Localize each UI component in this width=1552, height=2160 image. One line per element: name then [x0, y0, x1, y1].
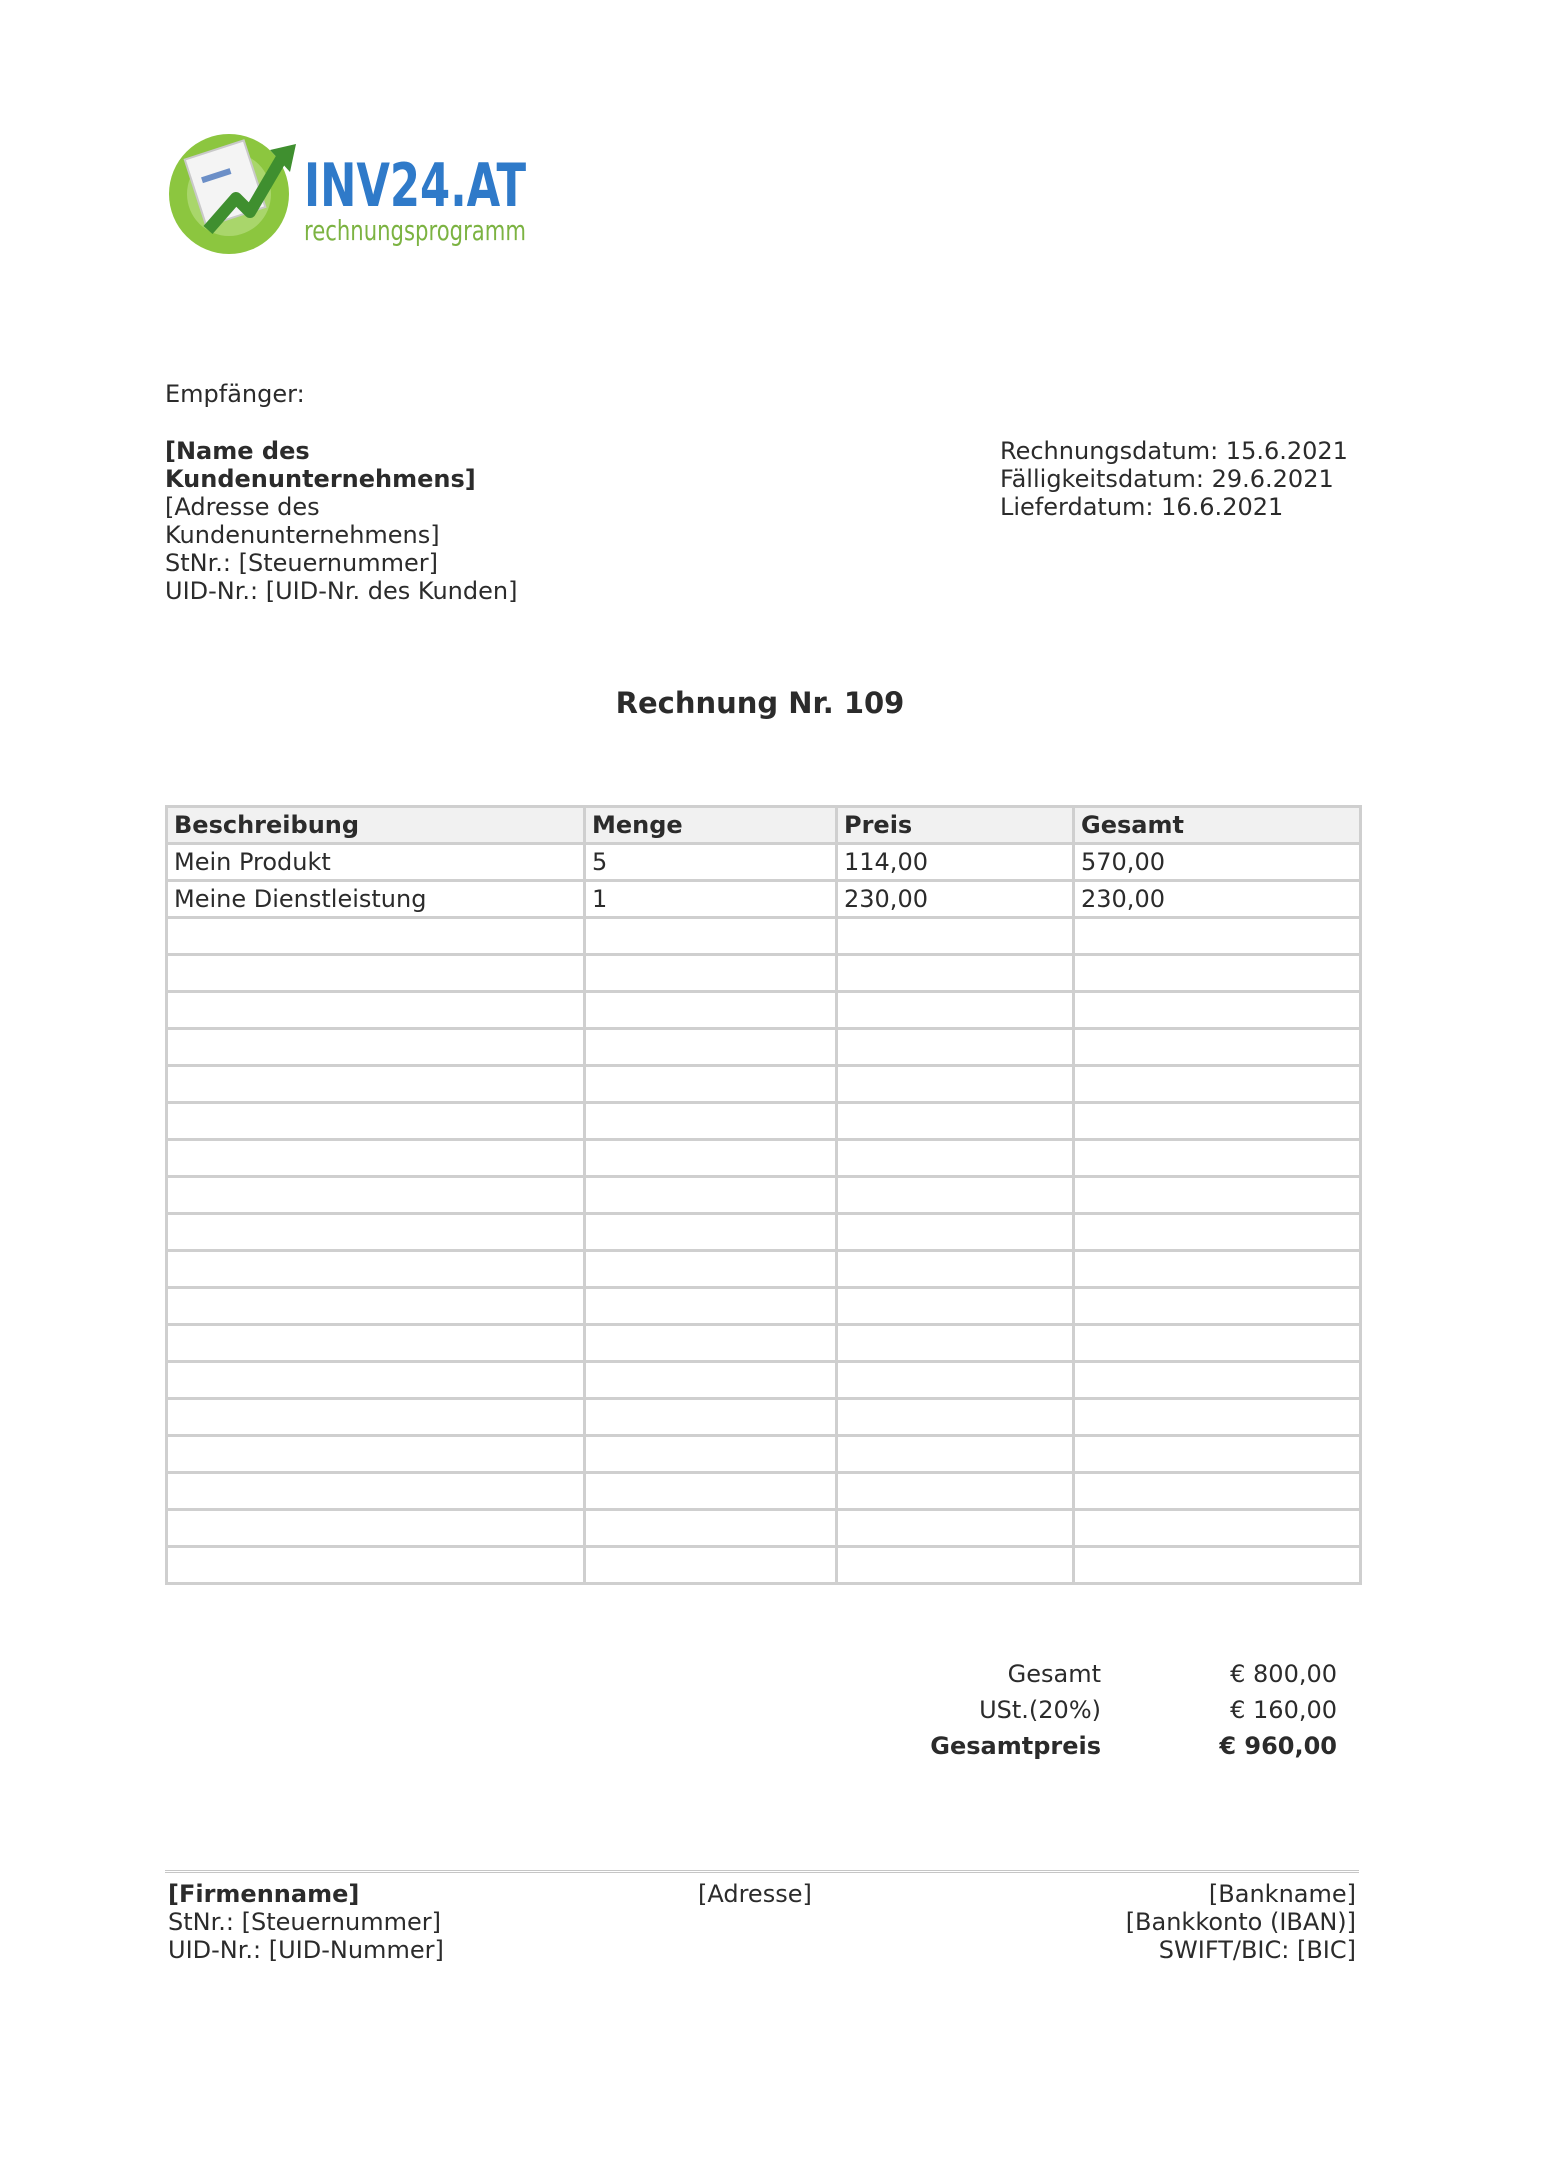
empty-cell: [167, 992, 585, 1029]
table-row-empty: [167, 1066, 1361, 1103]
table-row-empty: [167, 1288, 1361, 1325]
invoice-dates: [1000, 437, 1348, 521]
vat-label: USt.(20%): [979, 1696, 1101, 1724]
footer-company: [168, 1880, 444, 1964]
empty-cell: [585, 1029, 837, 1066]
empty-cell: [167, 1214, 585, 1251]
empty-cell: [1074, 1436, 1361, 1473]
line-items-table: [165, 805, 1362, 1585]
footer-bank: [1126, 1880, 1356, 1964]
empty-cell: [167, 1140, 585, 1177]
empty-cell: [585, 1066, 837, 1103]
invoice-date: Rechnungsdatum: 15.6.2021: [1000, 437, 1348, 465]
table-row-empty: [167, 1547, 1361, 1584]
table-row-empty: [167, 1436, 1361, 1473]
footer-bank-name: [Bankname]: [1208, 1880, 1356, 1908]
empty-cell: [1074, 1103, 1361, 1140]
empty-cell: [167, 1103, 585, 1140]
cell-total: 230,00: [1074, 881, 1361, 918]
table-row-empty: [167, 1325, 1361, 1362]
empty-cell: [585, 992, 837, 1029]
grand-total-label: Gesamtpreis: [930, 1732, 1101, 1760]
logo-tagline: rechnungsprogramm: [304, 214, 526, 247]
footer-divider: [165, 1870, 1359, 1873]
empty-cell: [1074, 1547, 1361, 1584]
cell-total: 570,00: [1074, 844, 1361, 881]
empty-cell: [1074, 1325, 1361, 1362]
empty-cell: [585, 1473, 837, 1510]
recipient-address: [Adresse des Kundenunternehmens]: [165, 493, 440, 549]
empty-cell: [837, 1436, 1074, 1473]
empty-cell: [1074, 1510, 1361, 1547]
vat-value: € 160,00: [1230, 1696, 1337, 1724]
empty-cell: [1074, 1066, 1361, 1103]
empty-cell: [585, 1214, 837, 1251]
footer-company-name: [Firmenname]: [168, 1880, 360, 1908]
empty-cell: [585, 1325, 837, 1362]
empty-cell: [1074, 992, 1361, 1029]
table-row-empty: [167, 918, 1361, 955]
empty-cell: [837, 1399, 1074, 1436]
empty-cell: [837, 1473, 1074, 1510]
empty-cell: [1074, 955, 1361, 992]
empty-cell: [585, 1177, 837, 1214]
empty-cell: [1074, 1362, 1361, 1399]
empty-cell: [837, 1140, 1074, 1177]
footer-bank-account: [Bankkonto (IBAN)]: [1125, 1908, 1356, 1936]
empty-cell: [837, 1029, 1074, 1066]
empty-cell: [837, 1362, 1074, 1399]
empty-cell: [585, 1510, 837, 1547]
recipient-name: [Name des Kundenunternehmens]: [165, 437, 476, 493]
subtotal-label: Gesamt: [1007, 1660, 1101, 1688]
subtotal-value: € 800,00: [1230, 1660, 1337, 1688]
column-header-description: Beschreibung: [167, 807, 585, 844]
empty-cell: [837, 1214, 1074, 1251]
empty-cell: [1074, 1473, 1361, 1510]
table-row: [167, 881, 1361, 918]
logo-brand: INV24.AT: [304, 151, 527, 221]
empty-cell: [167, 1066, 585, 1103]
empty-cell: [837, 992, 1074, 1029]
empty-cell: [167, 955, 585, 992]
grand-total-row: [801, 1728, 1337, 1764]
empty-cell: [585, 1399, 837, 1436]
empty-cell: [837, 1325, 1074, 1362]
company-logo: [166, 128, 536, 258]
table-row-empty: [167, 992, 1361, 1029]
empty-cell: [837, 1177, 1074, 1214]
cell-quantity: 5: [585, 844, 837, 881]
empty-cell: [837, 1510, 1074, 1547]
empty-cell: [837, 1251, 1074, 1288]
empty-cell: [837, 1288, 1074, 1325]
invoice-title: Rechnung Nr. 109: [615, 686, 905, 720]
recipient-label: Empfänger:: [165, 380, 305, 408]
grand-total-value: € 960,00: [1219, 1732, 1337, 1760]
table-row-empty: [167, 1103, 1361, 1140]
cell-price: 114,00: [837, 844, 1074, 881]
table-row: [167, 844, 1361, 881]
empty-cell: [585, 1362, 837, 1399]
empty-cell: [167, 1325, 585, 1362]
empty-cell: [167, 1177, 585, 1214]
empty-cell: [837, 1547, 1074, 1584]
due-date: Fälligkeitsdatum: 29.6.2021: [1000, 465, 1334, 493]
table-row-empty: [167, 1029, 1361, 1066]
empty-cell: [167, 1288, 585, 1325]
empty-cell: [167, 1362, 585, 1399]
cell-price: 230,00: [837, 881, 1074, 918]
empty-cell: [167, 1547, 585, 1584]
footer-address-block: [698, 1880, 812, 1908]
column-header-price: Preis: [837, 807, 1074, 844]
empty-cell: [585, 1251, 837, 1288]
table-row-empty: [167, 955, 1361, 992]
recipient-block: [165, 437, 585, 605]
delivery-date: Lieferdatum: 16.6.2021: [1000, 493, 1284, 521]
empty-cell: [167, 1473, 585, 1510]
empty-cell: [1074, 1177, 1361, 1214]
empty-cell: [837, 955, 1074, 992]
empty-cell: [167, 1029, 585, 1066]
footer-bic: SWIFT/BIC: [BIC]: [1158, 1936, 1356, 1964]
empty-cell: [585, 1288, 837, 1325]
column-header-total: Gesamt: [1074, 807, 1361, 844]
recipient-vat-id: UID-Nr.: [UID-Nr. des Kunden]: [165, 577, 518, 605]
table-row-empty: [167, 1177, 1361, 1214]
empty-cell: [585, 1547, 837, 1584]
empty-cell: [585, 1140, 837, 1177]
empty-cell: [1074, 918, 1361, 955]
cell-quantity: 1: [585, 881, 837, 918]
empty-cell: [585, 955, 837, 992]
empty-cell: [585, 1103, 837, 1140]
empty-cell: [167, 1510, 585, 1547]
empty-cell: [1074, 1029, 1361, 1066]
empty-cell: [167, 1251, 585, 1288]
cell-description: Meine Dienstleistung: [167, 881, 585, 918]
recipient-tax-number: StNr.: [Steuernummer]: [165, 549, 438, 577]
empty-cell: [1074, 1288, 1361, 1325]
subtotal-row: [801, 1656, 1337, 1692]
empty-cell: [585, 918, 837, 955]
empty-cell: [1074, 1140, 1361, 1177]
cell-description: Mein Produkt: [167, 844, 585, 881]
table-header-row: [167, 807, 1361, 844]
empty-cell: [1074, 1251, 1361, 1288]
empty-cell: [837, 918, 1074, 955]
table-row-empty: [167, 1510, 1361, 1547]
table-row-empty: [167, 1214, 1361, 1251]
table-row-empty: [167, 1140, 1361, 1177]
table-row-empty: [167, 1473, 1361, 1510]
empty-cell: [1074, 1214, 1361, 1251]
column-header-quantity: Menge: [585, 807, 837, 844]
table-row-empty: [167, 1399, 1361, 1436]
empty-cell: [1074, 1399, 1361, 1436]
empty-cell: [585, 1436, 837, 1473]
empty-cell: [837, 1103, 1074, 1140]
footer-address: [Adresse]: [698, 1880, 812, 1908]
footer-vat-id: UID-Nr.: [UID-Nummer]: [168, 1936, 444, 1964]
table-row-empty: [167, 1251, 1361, 1288]
empty-cell: [167, 918, 585, 955]
empty-cell: [167, 1436, 585, 1473]
empty-cell: [167, 1399, 585, 1436]
vat-row: [801, 1692, 1337, 1728]
footer-tax-number: StNr.: [Steuernummer]: [168, 1908, 441, 1936]
table-row-empty: [167, 1362, 1361, 1399]
totals-block: [801, 1656, 1337, 1764]
empty-cell: [837, 1066, 1074, 1103]
